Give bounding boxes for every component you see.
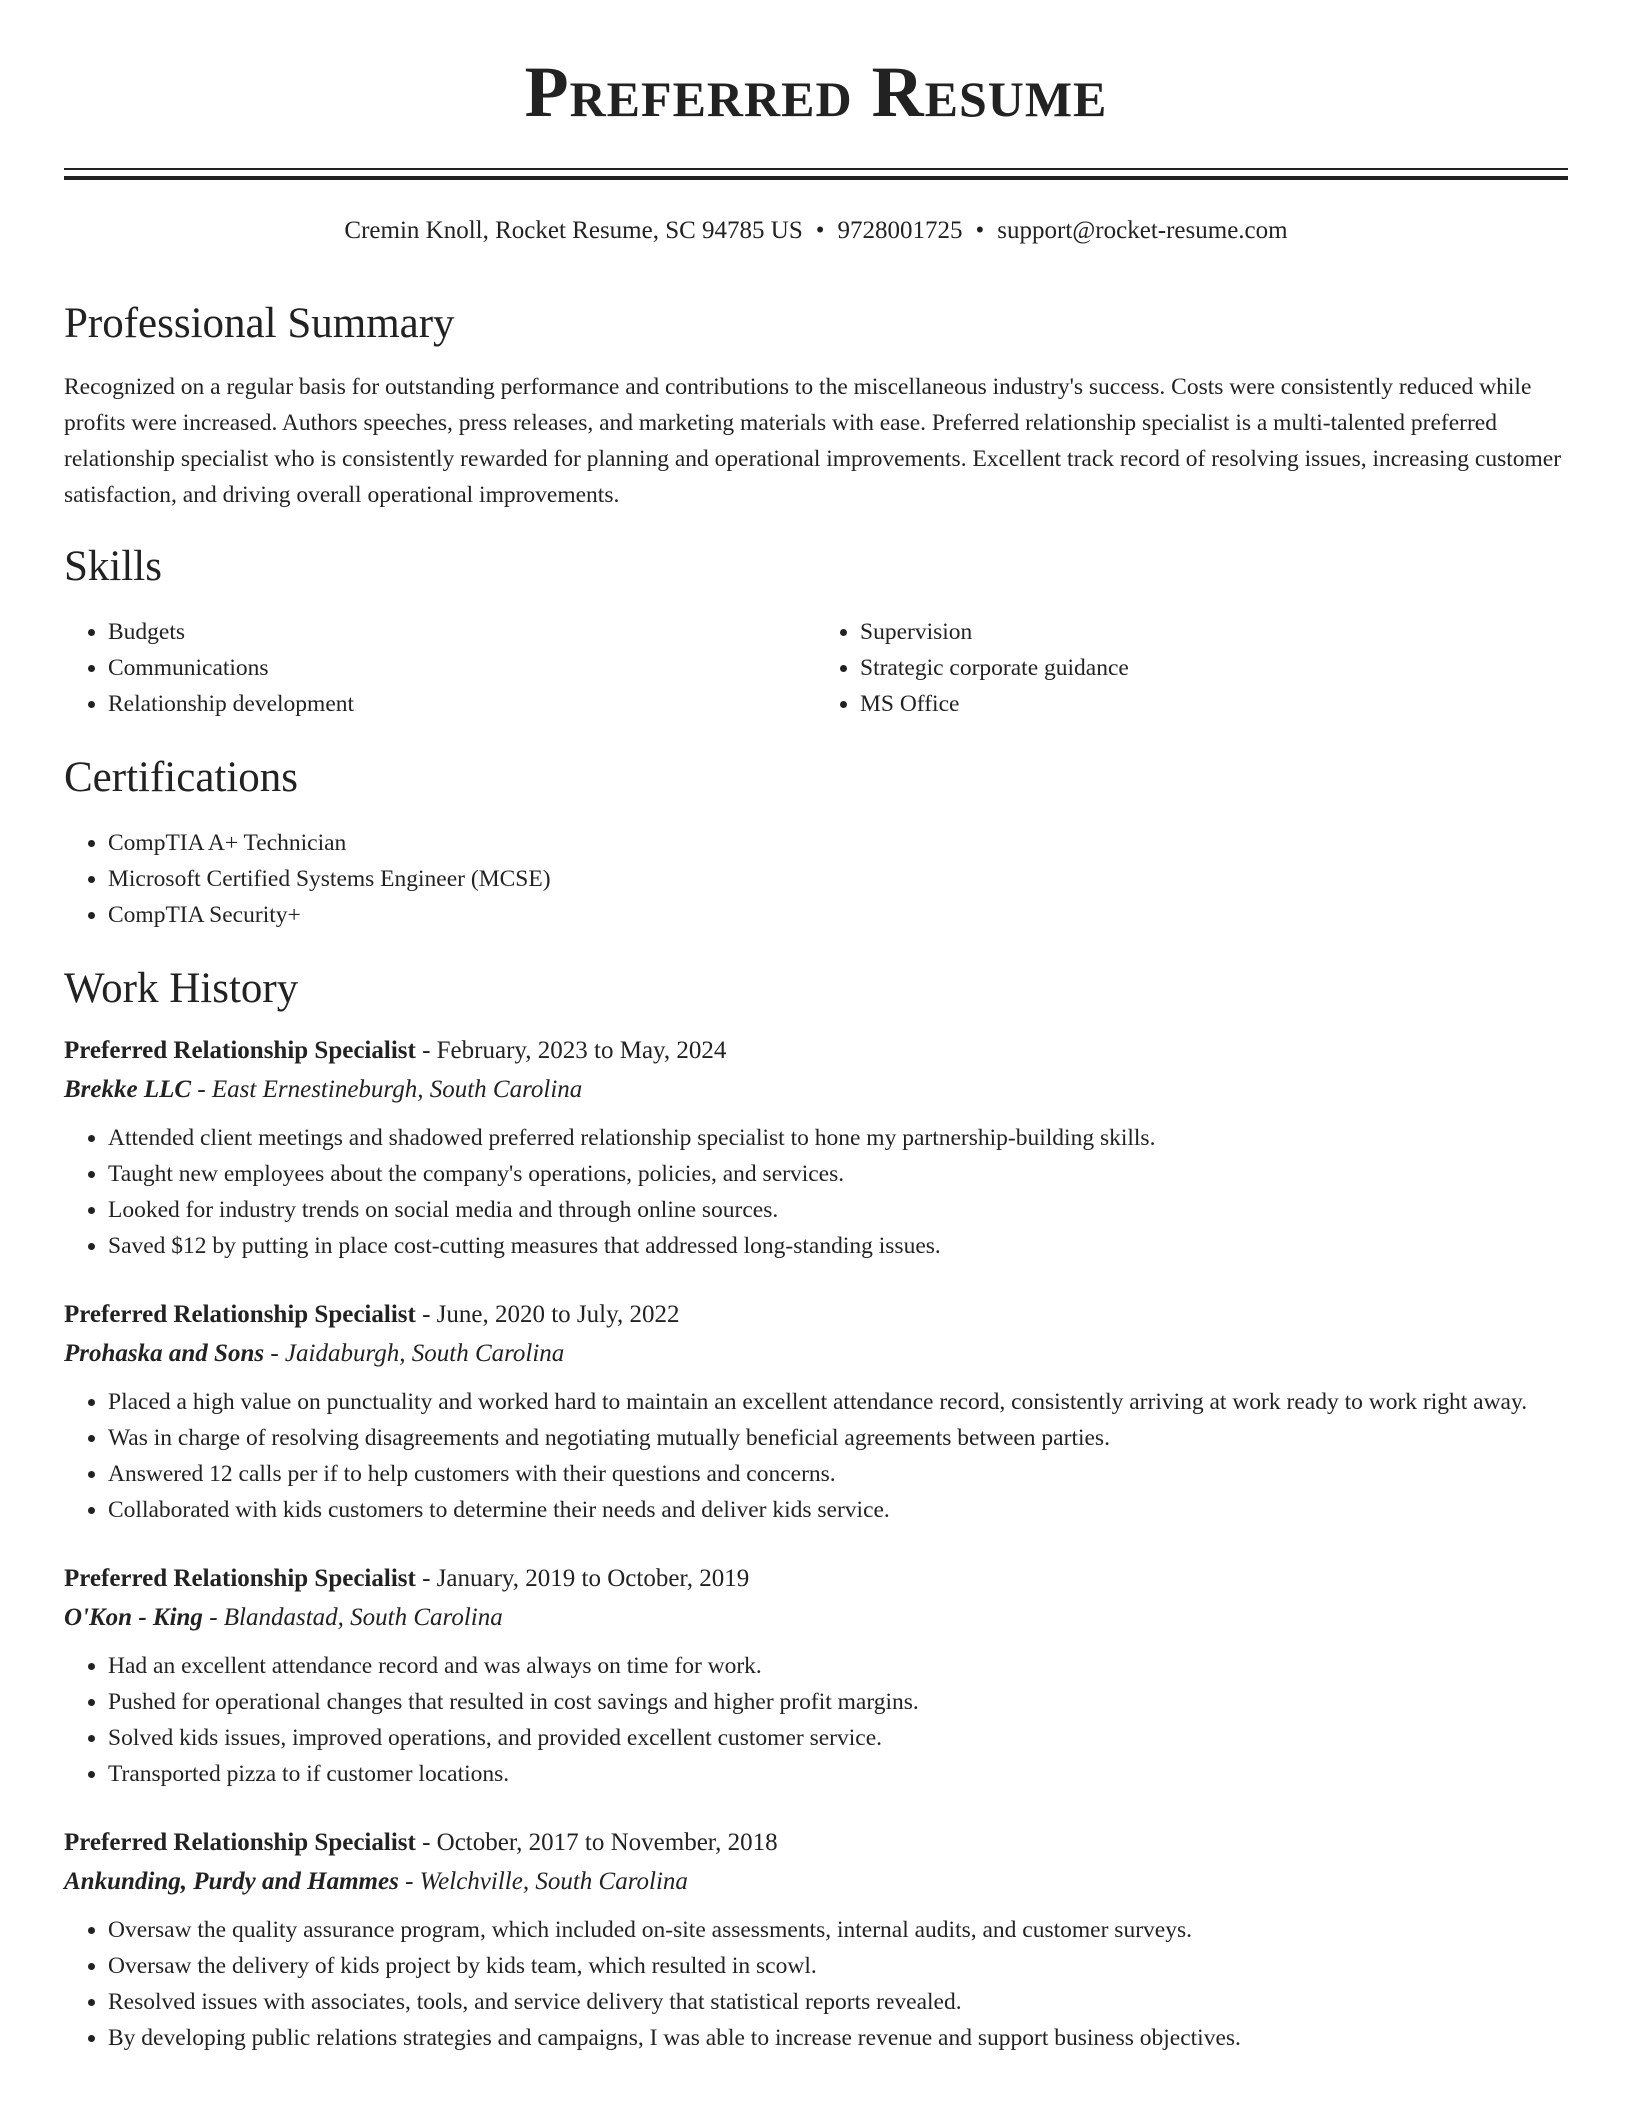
certification-item: • CompTIA Security+	[108, 897, 1568, 933]
job-bullets	[64, 1912, 1568, 2056]
job-bullets	[64, 1384, 1568, 1528]
job-company-line	[64, 1598, 1568, 1638]
skills-left-list	[64, 614, 816, 722]
skills-grid	[64, 614, 1568, 722]
job-bullet: • Collaborated with kids customers to determine their needs and deliver kids service.	[108, 1492, 1568, 1528]
bullet-separator: •	[815, 217, 825, 244]
job-bullet: • Oversaw the quality assurance program, which included on-site assessments, internal audits, and customer surveys.	[108, 1912, 1568, 1948]
job-title-line	[64, 1824, 1568, 1862]
skills-heading: Skills	[64, 543, 162, 590]
job-company-line	[64, 1334, 1568, 1374]
job-company-line	[64, 1862, 1568, 1902]
certification-item: • Microsoft Certified Systems Engineer (MCSE)	[108, 861, 1568, 897]
job-title: Preferred Relationship Specialist	[64, 1037, 416, 1064]
contact-address: Cremin Knoll, Rocket Resume, SC 94785 US	[344, 217, 803, 244]
job-entry	[64, 1296, 1568, 1528]
job-bullet: • Transported pizza to if customer locations.	[108, 1756, 1568, 1792]
job-title: Preferred Relationship Specialist	[64, 1301, 416, 1328]
job-company: Brekke LLC	[64, 1076, 192, 1103]
job-bullet: • Was in charge of resolving disagreements and negotiating mutually beneficial agreements between parties.	[108, 1420, 1568, 1456]
certifications-heading: Certifications	[64, 754, 299, 801]
job-dates: - June, 2020 to July, 2022	[415, 1301, 680, 1328]
skill-item: • Supervision	[860, 614, 1568, 650]
divider-thick-line	[64, 176, 1568, 180]
job-bullet: • By developing public relations strategies and campaigns, I was able to increase revenue and support business objectives.	[108, 2020, 1568, 2056]
job-bullet: • Attended client meetings and shadowed preferred relationship specialist to hone my partnership-building skills.	[108, 1120, 1568, 1156]
job-dates: - February, 2023 to May, 2024	[415, 1037, 727, 1064]
job-title-line	[64, 1296, 1568, 1334]
job-bullet: • Pushed for operational changes that resulted in cost savings and higher profit margins.	[108, 1684, 1568, 1720]
title-divider	[64, 168, 1568, 180]
job-dates: - October, 2017 to November, 2018	[415, 1829, 778, 1856]
summary-heading: Professional Summary	[64, 300, 455, 347]
certification-item: • CompTIA A+ Technician	[108, 825, 1568, 861]
job-entry	[64, 1560, 1568, 1792]
summary-text: Recognized on a regular basis for outstanding performance and contributions to the miscellaneous industry's success. Costs were consistently reduced while profits were increased. Authors speeches, press releases, and marketing materials with ease. Preferred relationship specialist is a multi-talented preferred relationship specialist who is consistently rewarded for planning and operational improvements. Excellent track record of resolving issues, increasing customer satisfaction, and driving overall operational improvements.	[64, 374, 1562, 508]
contact-line	[64, 216, 1568, 246]
job-bullet: • Taught new employees about the company's operations, policies, and services.	[108, 1156, 1568, 1192]
job-company: O'Kon - King	[64, 1604, 203, 1631]
job-bullet: • Placed a high value on punctuality and worked hard to maintain an excellent attendance record, consistently arriving at work ready to work right away.	[108, 1384, 1568, 1420]
job-bullet: • Saved $12 by putting in place cost-cutting measures that addressed long-standing issues.	[108, 1228, 1568, 1264]
job-bullet: • Oversaw the delivery of kids project by kids team, which resulted in scowl.	[108, 1948, 1568, 1984]
skills-right-list	[816, 614, 1568, 722]
skill-item: • Budgets	[108, 614, 816, 650]
job-title-line	[64, 1560, 1568, 1598]
skill-item: • Communications	[108, 650, 816, 686]
job-bullets	[64, 1120, 1568, 1264]
job-title-line	[64, 1032, 1568, 1070]
job-company: Ankunding, Purdy and Hammes	[64, 1868, 399, 1895]
job-location: - East Ernestineburgh, South Carolina	[191, 1076, 583, 1103]
job-bullet: • Resolved issues with associates, tools, and service delivery that statistical reports revealed.	[108, 1984, 1568, 2020]
job-location: - Welchville, South Carolina	[398, 1868, 688, 1895]
job-bullets	[64, 1648, 1568, 1792]
work-history-heading: Work History	[64, 965, 299, 1012]
contact-phone: 9728001725	[837, 217, 963, 244]
job-bullet: • Had an excellent attendance record and was always on time for work.	[108, 1648, 1568, 1684]
job-location: - Blandastad, South Carolina	[202, 1604, 503, 1631]
job-dates: - January, 2019 to October, 2019	[415, 1565, 750, 1592]
job-bullet: • Looked for industry trends on social media and through online sources.	[108, 1192, 1568, 1228]
job-bullet: • Answered 12 calls per if to help customers with their questions and concerns.	[108, 1456, 1568, 1492]
job-bullet: • Solved kids issues, improved operations, and provided excellent customer service.	[108, 1720, 1568, 1756]
job-company: Prohaska and Sons	[64, 1340, 265, 1367]
skill-item: • MS Office	[860, 686, 1568, 722]
job-company-line	[64, 1070, 1568, 1110]
job-title: Preferred Relationship Specialist	[64, 1829, 416, 1856]
certifications-list	[64, 825, 1568, 933]
contact-email: support@rocket-resume.com	[997, 217, 1288, 244]
job-entry	[64, 1824, 1568, 2056]
skill-item: • Strategic corporate guidance	[860, 650, 1568, 686]
divider-thin-line	[64, 168, 1568, 170]
resume-title: Preferred Resume	[524, 52, 1108, 132]
job-entry	[64, 1032, 1568, 1264]
bullet-separator: •	[975, 217, 985, 244]
skill-item: • Relationship development	[108, 686, 816, 722]
job-title: Preferred Relationship Specialist	[64, 1565, 416, 1592]
job-location: - Jaidaburgh, South Carolina	[264, 1340, 565, 1367]
